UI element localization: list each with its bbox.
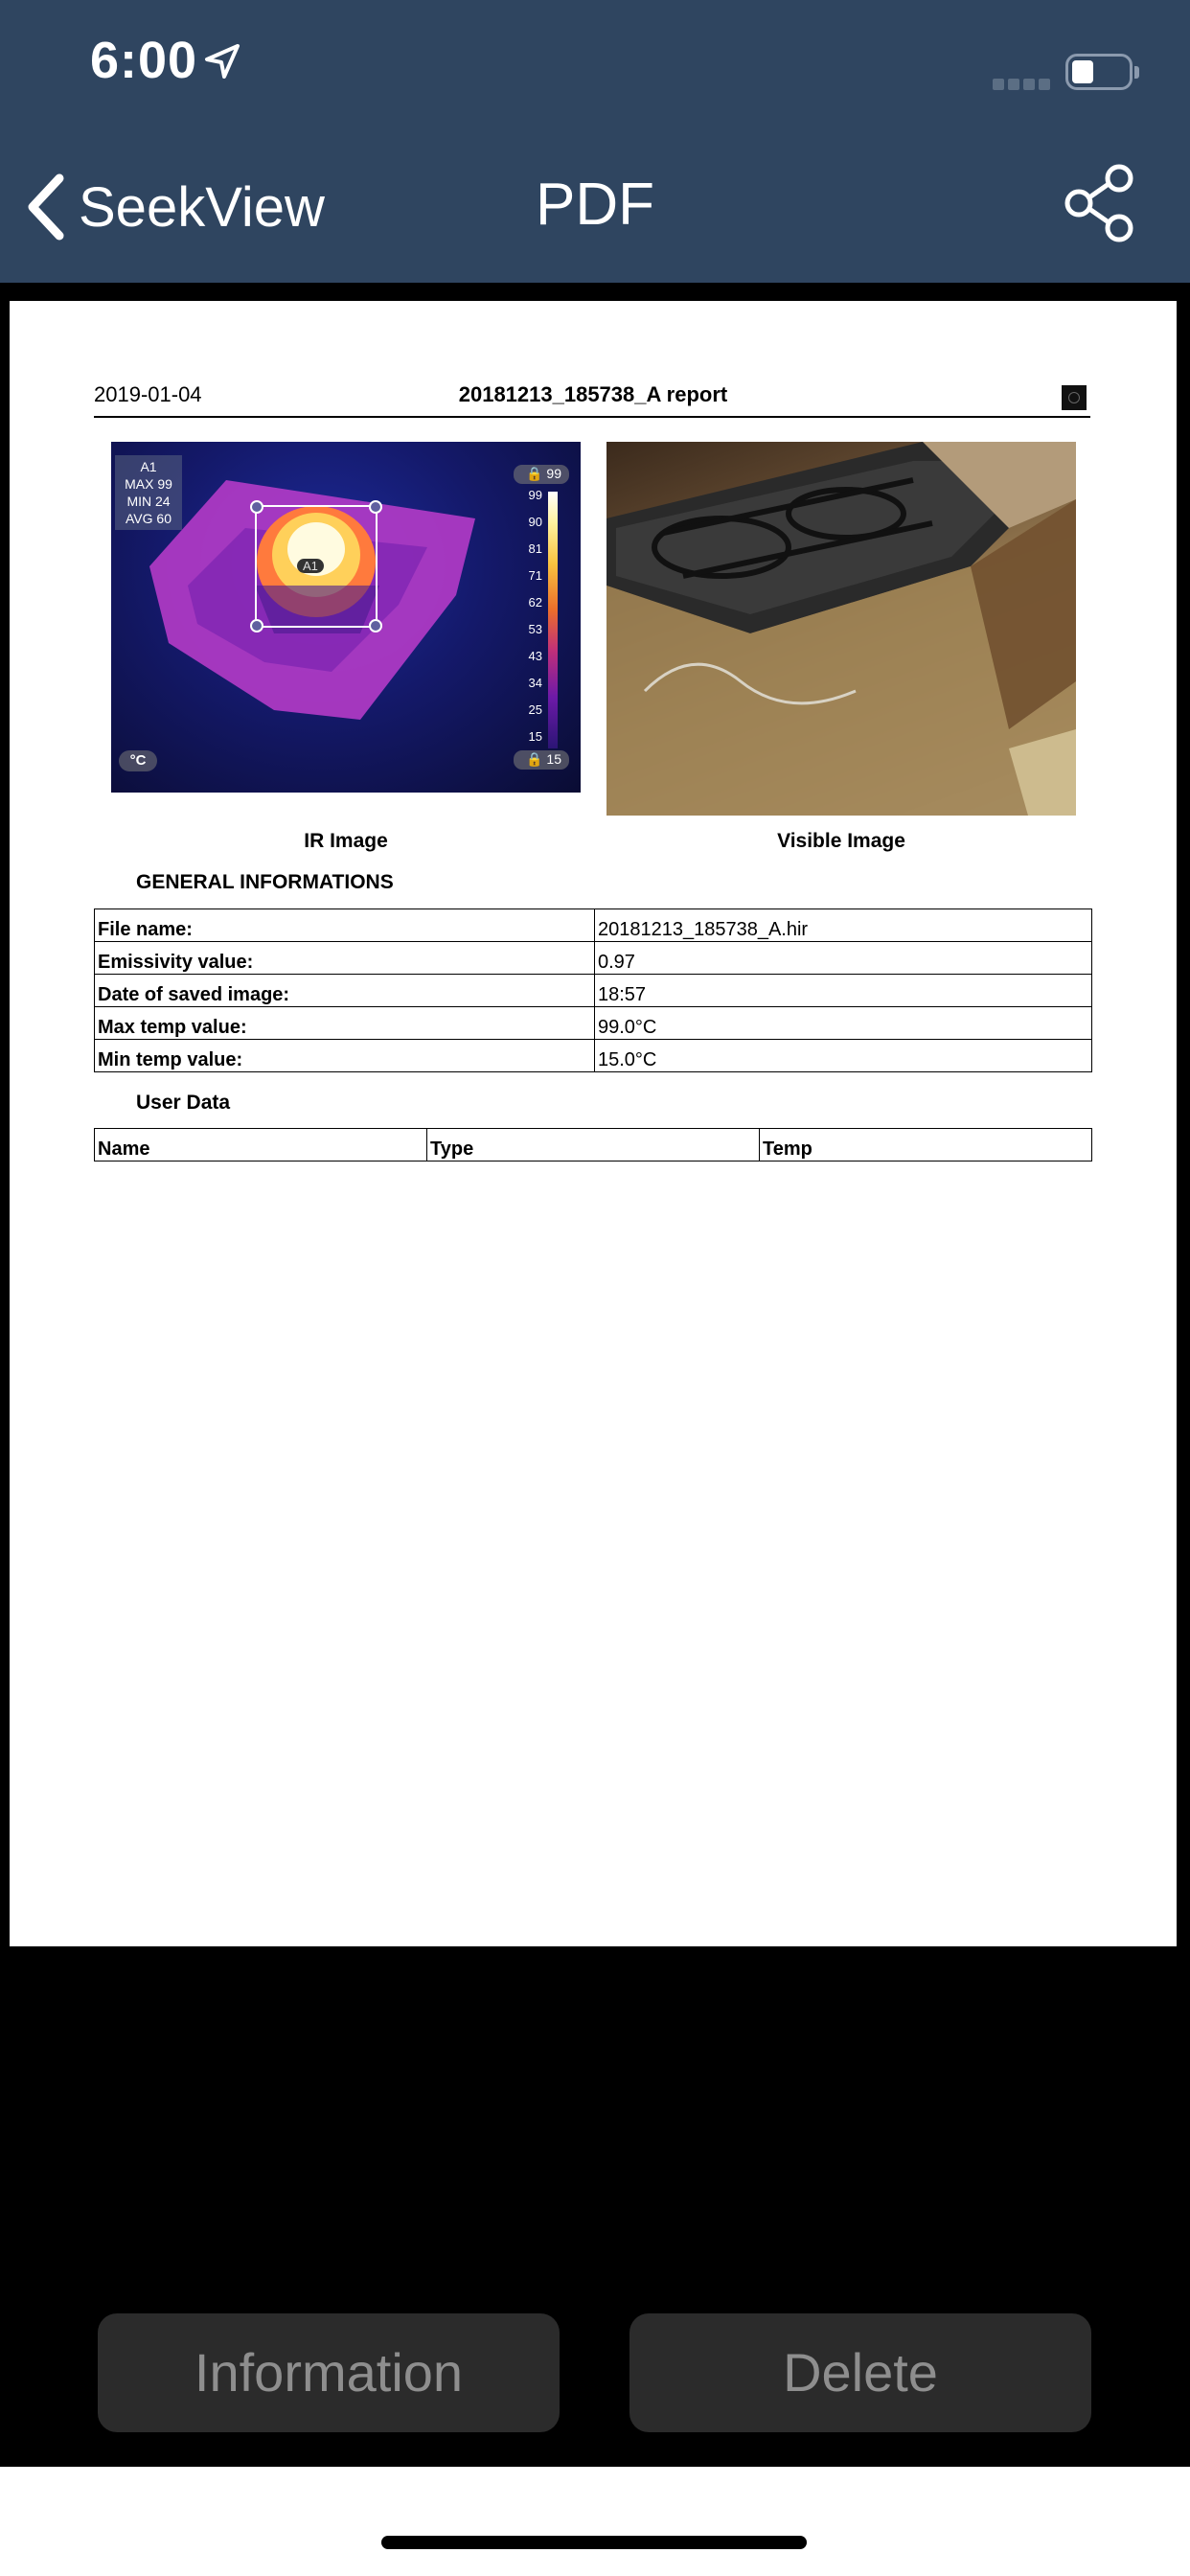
seek-logo-icon: [1062, 385, 1087, 410]
max-temp-key: Max temp value:: [95, 1007, 595, 1040]
ir-tick: 53: [528, 622, 542, 636]
table-row: [95, 942, 1092, 975]
ir-stats-min: MIN 24: [126, 494, 171, 509]
user-data-table: [94, 1128, 1092, 1162]
delete-button[interactable]: Delete: [629, 2313, 1091, 2432]
ir-tick: 34: [528, 676, 542, 690]
bottom-safe-area: [0, 2467, 1190, 2576]
saved-date-key: Date of saved image:: [95, 975, 595, 1007]
navigation-header: [0, 0, 1190, 283]
table-row: [95, 1129, 1092, 1162]
report-date: 2019-01-04: [94, 382, 202, 406]
file-name-key: File name:: [95, 909, 595, 942]
ir-tick: 43: [528, 649, 542, 663]
ir-tick: 15: [528, 729, 542, 744]
min-temp-value: 15.0°C: [595, 1040, 1092, 1072]
ir-tick: 62: [528, 595, 542, 610]
ir-scale-top-pill: 🔒 99: [514, 465, 569, 484]
ir-image-caption: IR Image: [304, 830, 388, 852]
ir-tick: 81: [528, 541, 542, 556]
table-row: [95, 1040, 1092, 1072]
ir-scale-bottom-pill: 🔒 15: [514, 750, 569, 770]
ir-roi-label: A1: [297, 559, 324, 573]
general-info-table: [94, 908, 1092, 1072]
ir-color-scale: [548, 492, 558, 748]
header-divider: [94, 416, 1090, 418]
table-row: [95, 909, 1092, 942]
ir-image: [111, 442, 581, 793]
ir-scale-bottom: 15: [546, 751, 561, 767]
ir-stats-max: MAX 99: [125, 476, 172, 492]
share-icon[interactable]: [1062, 163, 1138, 243]
visible-stove-photo: [606, 442, 1076, 816]
report-title: 20181213_185738_A report: [458, 382, 728, 406]
user-data-title: User Data: [136, 1092, 231, 1114]
column-header-temp: Temp: [760, 1129, 1092, 1162]
ir-tick: 25: [528, 702, 542, 717]
signal-dots-icon: [993, 79, 1052, 90]
ir-stats-box: [115, 455, 182, 530]
emissivity-key: Emissivity value:: [95, 942, 595, 975]
ir-tick: 71: [528, 568, 542, 583]
page-title: PDF: [536, 172, 654, 238]
home-indicator[interactable]: [381, 2536, 807, 2549]
max-temp-value: 99.0°C: [595, 1007, 1092, 1040]
ir-tick: 90: [528, 515, 542, 529]
ir-stats-label: A1: [140, 459, 157, 474]
visible-image-caption: Visible Image: [777, 830, 905, 852]
table-row: [95, 1007, 1092, 1040]
general-informations-title: GENERAL INFORMATIONS: [136, 871, 394, 893]
file-name-value: 20181213_185738_A.hir: [595, 909, 1092, 942]
ir-scale-top: 99: [546, 466, 561, 481]
visible-image: [606, 442, 1076, 816]
status-time: 6:00: [90, 32, 198, 89]
ir-unit-badge: °C: [119, 750, 157, 771]
emissivity-value: 0.97: [595, 942, 1092, 975]
ir-tick: 99: [528, 488, 542, 502]
saved-date-value: 18:57: [595, 975, 1092, 1007]
column-header-type: Type: [427, 1129, 760, 1162]
back-label: SeekView: [79, 175, 325, 239]
battery-icon: [1065, 54, 1133, 90]
location-arrow-icon: [203, 42, 241, 80]
column-header-name: Name: [95, 1129, 427, 1162]
min-temp-key: Min temp value:: [95, 1040, 595, 1072]
table-row: [95, 975, 1092, 1007]
information-button[interactable]: Information: [98, 2313, 560, 2432]
pdf-page[interactable]: [10, 301, 1177, 1946]
ir-stats-avg: AVG 60: [126, 511, 172, 526]
